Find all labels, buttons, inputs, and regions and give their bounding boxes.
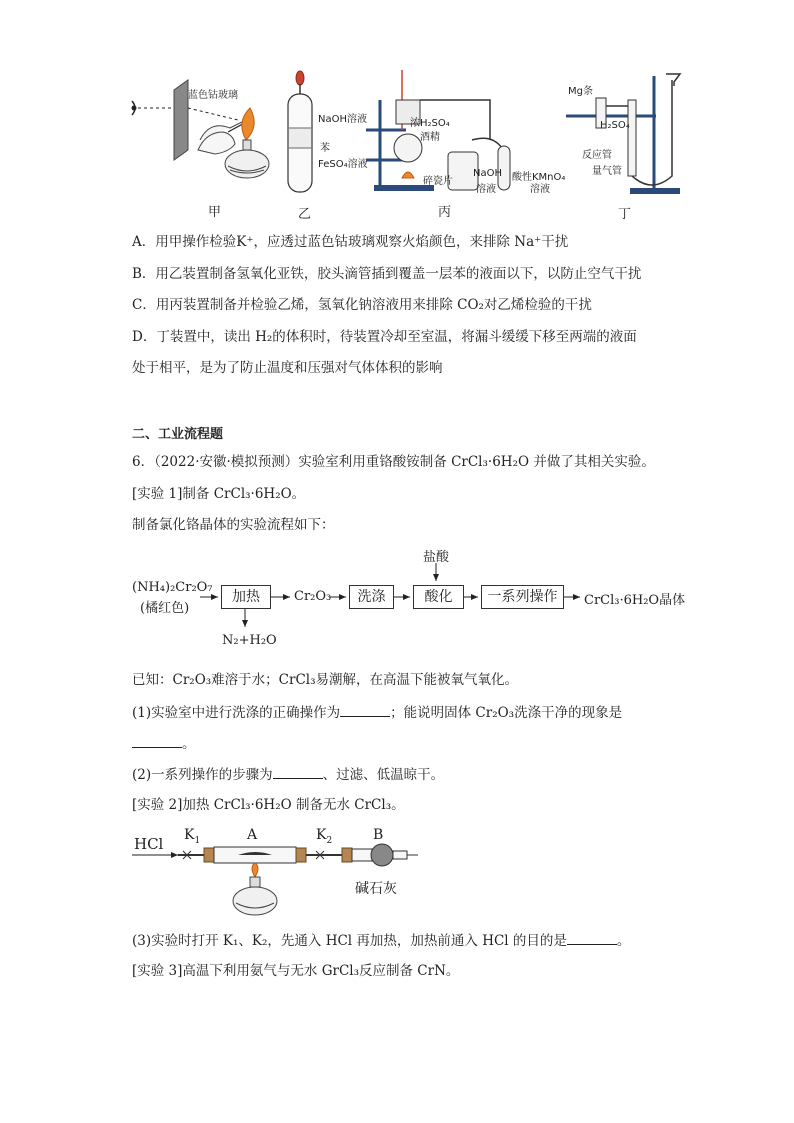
experiment-2-title: [实验 2]加热 CrCl₃·6H₂O 制备无水 CrCl₃。: [132, 797, 405, 813]
question-stem: 6．（2022·安徽·模拟预测）实验室利用重铬酸铵制备 CrCl₃·6H₂O 并做了其相关实验。: [132, 454, 655, 470]
k2-letter: K: [316, 827, 327, 843]
experiment-3-title: [实验 3]高温下利用氨气与无水 GrCl₃反应制备 CrN。: [132, 963, 460, 979]
ding-label-h2so4: H₂SO₄: [600, 120, 630, 131]
apparatus-2-gas: HCl: [134, 835, 164, 853]
flow-intro: 制备氯化铬晶体的实验流程如下：: [132, 517, 335, 533]
option-b: B．用乙装置制备氢氧化亚铁，胶头滴管插到覆盖一层苯的液面以下，以防止空气干扰: [132, 266, 642, 282]
apparatus-2-a: A: [247, 827, 258, 843]
option-c: C．用丙装置制备并检验乙烯，氢氧化钠溶液用来排除 CO₂对乙烯检验的干扰: [132, 297, 592, 313]
caption-bing: 丙: [438, 205, 452, 220]
question-2-part2: 、过滤、低温晾干。: [322, 767, 445, 783]
question-2-part1: (2)一系列操作的步骤为: [132, 767, 273, 783]
k2-subscript: 2: [326, 835, 333, 846]
apparatus-2-k1: [184, 827, 200, 846]
question-3-part1: (3)实验时打开 K₁、K₂，先通入 HCl 再加热，加热前通入 HCl 的目的是: [132, 933, 567, 949]
caption-yi: 乙: [298, 207, 312, 222]
bing-label-naoh: NaOH: [473, 168, 502, 179]
question-1-end: 。: [182, 736, 196, 752]
answer-blank-2[interactable]: [132, 733, 182, 748]
question-1-part2: ；能说明固体 Cr₂O₃洗涤干净的现象是: [390, 705, 623, 721]
flow-reactant: (NH₄)₂Cr₂O₇: [132, 580, 213, 595]
k1-subscript: 1: [194, 835, 201, 846]
question-1: [132, 702, 622, 723]
bing-label-naoh-solution: 溶液: [476, 184, 496, 195]
flow-step-acidify: 酸化: [413, 585, 464, 609]
k1-letter: K: [184, 827, 195, 843]
bing-label-kmno4: 酸性KMnO₄: [512, 172, 566, 183]
ding-label-gas-burette: 量气管: [592, 166, 622, 177]
answer-blank-1[interactable]: [340, 702, 390, 717]
flow-byproduct: N₂+H₂O: [222, 633, 277, 648]
question-3: [132, 930, 630, 951]
flow-reactant-note: (橘红色): [140, 601, 190, 616]
caption-jia: 甲: [208, 205, 222, 220]
ding-label-mg: Mg条: [568, 86, 593, 97]
experiment-1-title: [实验 1]制备 CrCl₃·6H₂O。: [132, 486, 306, 502]
apparatus-2-k2: [316, 827, 332, 846]
option-a: A．用甲操作检验K⁺，应透过蓝色钴玻璃观察火焰颜色，来排除 Na⁺干扰: [132, 234, 569, 250]
option-d: D．丁装置中，读出 H₂的体积时，待装置冷却至室温，将漏斗缓缓下移至两端的液面: [132, 329, 637, 345]
jia-glass-label: 蓝色钴玻璃: [188, 90, 238, 101]
flow-step-wash: 洗涤: [349, 585, 394, 609]
yi-label-feso4: FeSO₄溶液: [318, 159, 368, 170]
question-2: [132, 764, 444, 785]
flow-reagent: 盐酸: [423, 550, 450, 565]
answer-blank-4[interactable]: [567, 930, 617, 945]
bing-label-h2so4: 浓H₂SO₄: [410, 118, 450, 129]
question-1-continued: [132, 733, 196, 754]
flow-product: CrCl₃·6H₂O晶体: [584, 593, 686, 608]
apparatus-2-soda-lime: 碱石灰: [355, 881, 397, 897]
question-1-part1: (1)实验室中进行洗涤的正确操作为: [132, 705, 341, 721]
answer-blank-3[interactable]: [273, 764, 323, 779]
yi-label-benzene: 苯: [320, 143, 330, 154]
caption-ding: 丁: [618, 207, 632, 222]
option-d-continued: 处于相平，是为了防止温度和压强对气体体积的影响: [132, 360, 443, 376]
bing-label-porcelain: 碎瓷片: [423, 176, 453, 187]
section-title: 二、工业流程题: [132, 427, 224, 442]
flow-step-heat: 加热: [221, 585, 271, 609]
bing-label-alcohol: 酒精: [420, 132, 440, 143]
bing-label-kmno4-solution: 溶液: [530, 184, 550, 195]
question-3-end: 。: [616, 933, 631, 949]
apparatus-2-b: B: [373, 827, 384, 843]
known-info: 已知：Cr₂O₃难溶于水；CrCl₃易潮解，在高温下能被氧气氧化。: [132, 672, 519, 688]
yi-label-naoh: NaOH溶液: [318, 114, 367, 125]
ding-label-reaction-tube: 反应管: [582, 150, 612, 161]
flow-step-operations: 一系列操作: [481, 585, 564, 609]
flow-intermediate: Cr₂O₃: [294, 589, 332, 604]
